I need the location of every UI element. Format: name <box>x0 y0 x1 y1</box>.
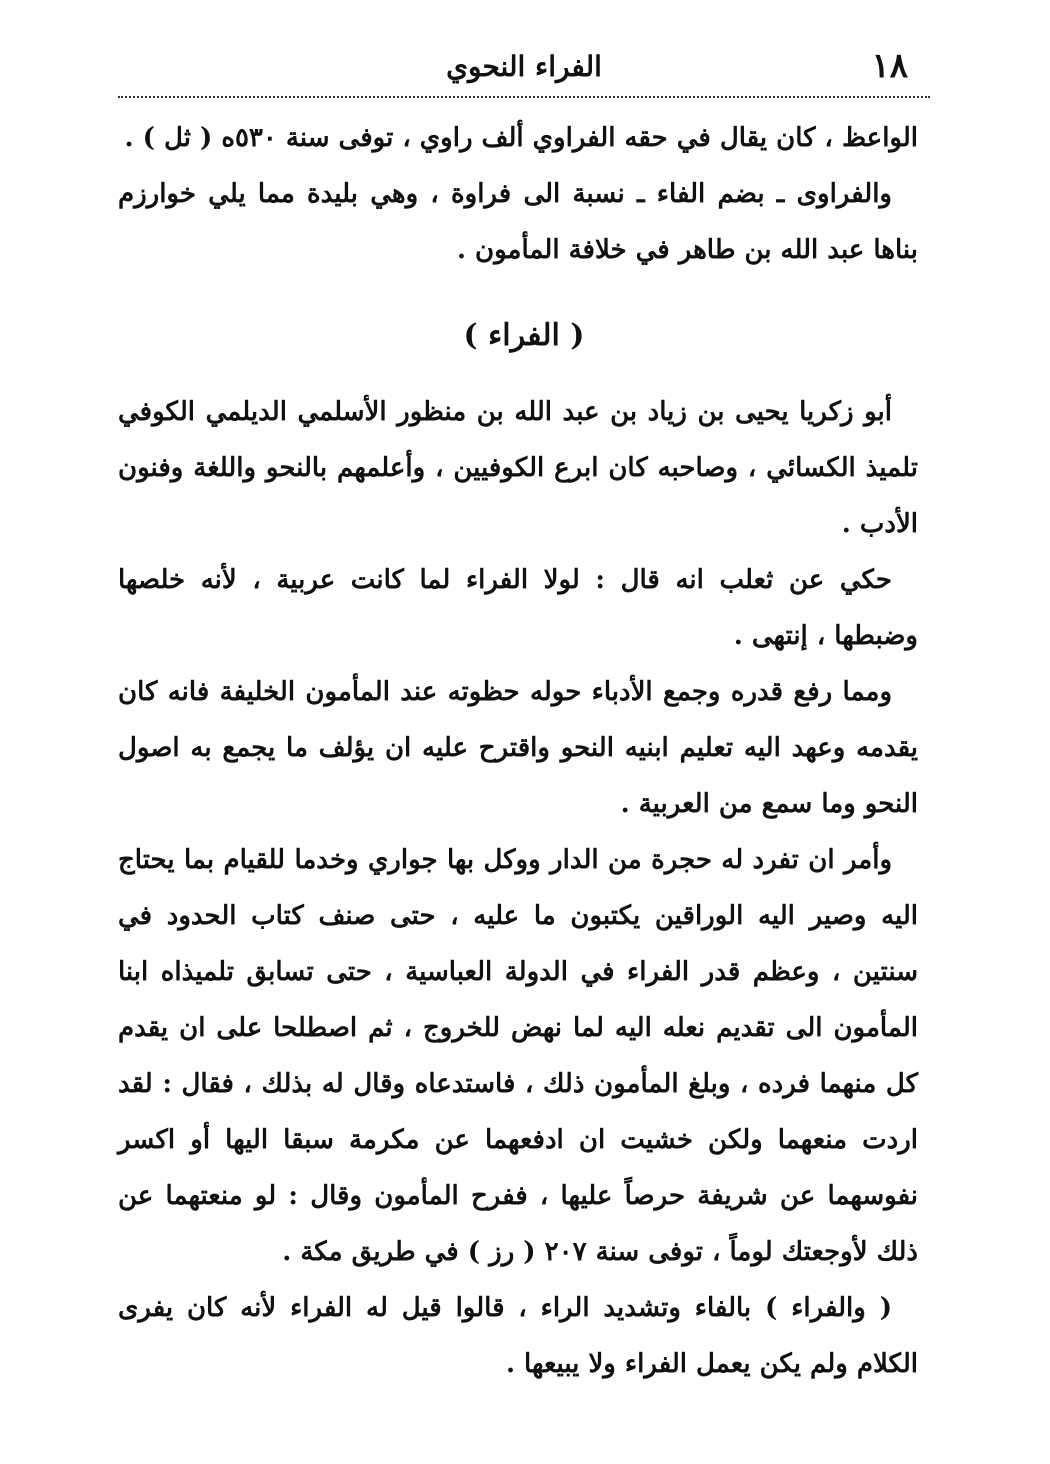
main-text-block <box>118 384 918 1392</box>
running-title: الفراء النحوي <box>446 50 602 83</box>
top-text-block <box>118 110 918 278</box>
paragraph: الواعظ ، كان يقال في حقه الفراوي ألف راوي ، توفى سنة ٥٣٠ه ( ثل ) . <box>124 123 918 153</box>
page-number: ١٨ <box>871 46 908 86</box>
paragraph: ( والفراء ) بالفاء وتشديد الراء ، قالوا قيل له الفراء لأنه كان يفرى الكلام ولم يكن يعمل الفراء ولا يبيعها . <box>118 1293 918 1379</box>
header-divider <box>118 96 930 98</box>
paragraph: أبو زكريا يحيى بن زياد بن عبد الله بن منظور الأسلمي الديلمي الكوفي تلميذ الكسائي ، وصاحبه كان ابرع الكوفيين ، وأعلمهم بالنحو واللغة وفنون الأدب . <box>118 397 918 539</box>
section-heading: ( الفراء ) <box>463 318 585 353</box>
paragraph: والفراوى ـ بضم الفاء ـ نسبة الى فراوة ، وهي بليدة مما يلي خوارزم بناها عبد الله بن طاهر في خلافة المأمون . <box>118 179 918 265</box>
running-header <box>118 42 930 96</box>
paragraph: حكي عن ثعلب انه قال : لولا الفراء لما كانت عربية ، لأنه خلصها وضبطها ، إنتهى . <box>118 565 918 651</box>
paragraph: وأمر ان تفرد له حجرة من الدار ووكل بها جواري وخدما للقيام بما يحتاج اليه وصير اليه الوراقين يكتبون ما عليه ، حتى صنف كتاب الحدود في سنتين ، وعظم قدر الفراء في الدولة العباسية ، حتى تسابق تلميذاه ابنا المأمون الى تقديم نعله اليه لما نهض للخروج ، ثم اصطلحا على ان يقدم كل منهما فرده ، وبلغ المأمون ذلك ، فاستدعاه وقال له بذلك ، فقال : لقد اردت منعهما ولكن خشيت ان ادفعهما عن مكرمة سبقا اليها أو اكسر نفوسهما عن شريفة حرصاً عليها ، ففرح المأمون وقال : لو منعتهما عن ذلك لأوجعتك لوماً ، توفى سنة ٢٠٧ ( رز ) في طريق مكة . <box>118 845 918 1267</box>
paragraph: ومما رفع قدره وجمع الأدباء حوله حظوته عند المأمون الخليفة فانه كان يقدمه وعهد اليه تعليم ابنيه النحو واقترح عليه ان يؤلف ما يجمع به اصول النحو وما سمع من العربية . <box>118 677 918 819</box>
